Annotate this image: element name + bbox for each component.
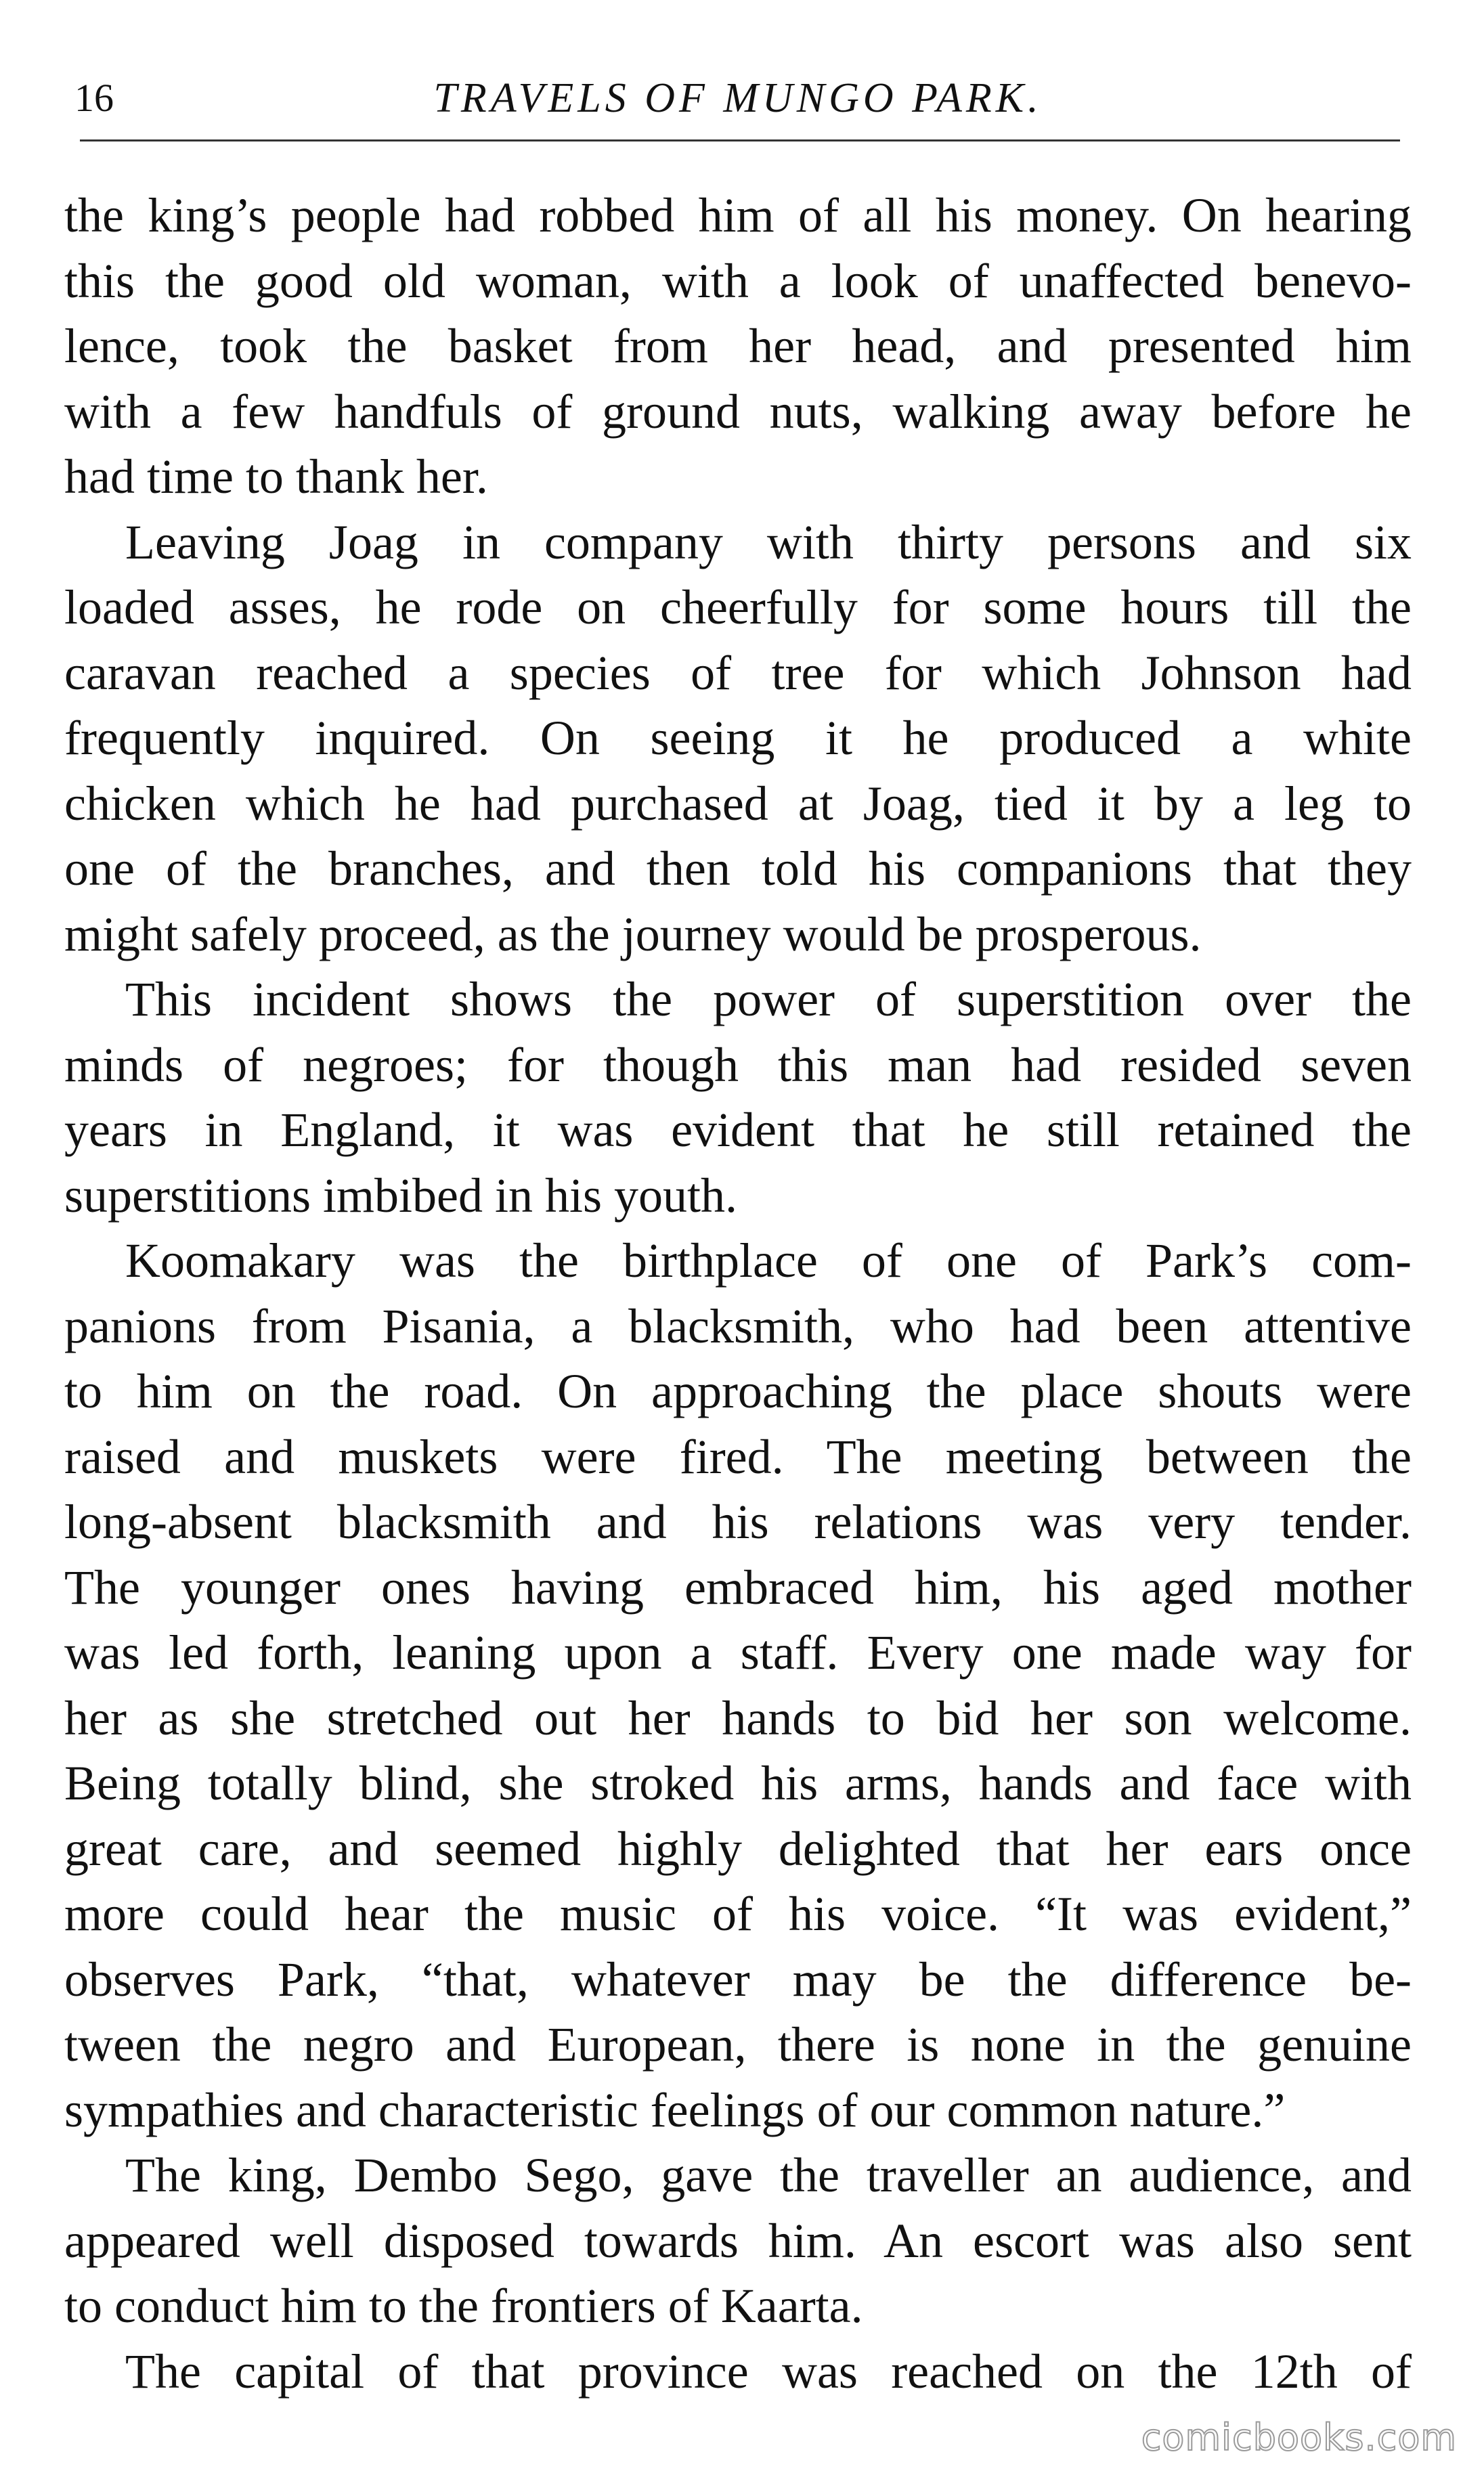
- paragraph: [64, 2339, 1412, 2405]
- text-line: panions from Pisania, a blacksmith, who had been attentive: [64, 1298, 1412, 1353]
- text-line: long-absent blacksmith and his relations was very tender.: [64, 1495, 1412, 1549]
- text-line: observes Park, “that, whatever may be the difference be-: [64, 1952, 1412, 2007]
- text-line: Koomakary was the birthplace of one of Park’s com-: [125, 1233, 1412, 1288]
- page-number: 16: [74, 76, 114, 120]
- text-line: The capital of that province was reached on the 12th of: [125, 2344, 1412, 2399]
- text-line: her as she stretched out her hands to bid her son welcome.: [64, 1690, 1412, 1745]
- text-line: years in England, it was evident that he still retained the: [64, 1103, 1412, 1157]
- text-line: lence, took the basket from her head, and presented him: [64, 319, 1412, 373]
- text-line: was led forth, leaning upon a staff. Every one made way for: [64, 1625, 1412, 1680]
- paragraph: [64, 967, 1412, 1228]
- text-line: more could hear the music of his voice. “It was evident,”: [64, 1887, 1412, 1941]
- text-line: this the good old woman, with a look of unaffected benevo-: [64, 253, 1412, 308]
- text-line: chicken which he had purchased at Joag, tied it by a leg to: [64, 776, 1412, 831]
- text-line: great care, and seemed highly delighted that her ears once: [64, 1821, 1412, 1876]
- text-line: one of the branches, and then told his companions that they: [64, 841, 1412, 896]
- text-line: to conduct him to the frontiers of Kaarta.: [64, 2279, 863, 2333]
- running-title: TRAVELS OF MUNGO PARK.: [433, 75, 1043, 121]
- text-line: minds of negroes; for though this man had resided seven: [64, 1037, 1412, 1092]
- text-line: Being totally blind, she stroked his arms, hands and face with: [64, 1756, 1412, 1810]
- watermark: comicbooks.com: [1141, 2416, 1457, 2459]
- text-line: to him on the road. On approaching the place shouts were: [64, 1364, 1412, 1418]
- paragraph: [64, 510, 1412, 967]
- text-line: The younger ones having embraced him, his aged mother: [64, 1560, 1412, 1615]
- header-rule: [80, 139, 1400, 141]
- text-line: appeared well disposed towards him. An escort was also sent: [64, 2213, 1412, 2268]
- paragraph: [64, 2143, 1412, 2339]
- paragraph: [64, 1228, 1412, 2143]
- text-line: frequently inquired. On seeing it he produced a white: [64, 711, 1412, 765]
- text-line: This incident shows the power of superstition over the: [125, 972, 1412, 1026]
- text-line: raised and muskets were fired. The meeting between the: [64, 1429, 1412, 1484]
- text-line: sympathies and characteristic feelings of our common nature.”: [64, 2082, 1286, 2137]
- text-line: loaded asses, he rode on cheerfully for some hours till the: [64, 580, 1412, 634]
- text-line: tween the negro and European, there is none in the genuine: [64, 2017, 1412, 2072]
- text-line: with a few handfuls of ground nuts, walking away before he: [64, 384, 1412, 439]
- text-line: caravan reached a species of tree for which Johnson had: [64, 645, 1412, 700]
- text-line: the king’s people had robbed him of all his money. On hearing: [64, 188, 1412, 242]
- paragraph: [64, 183, 1412, 510]
- text-line: Leaving Joag in company with thirty persons and six: [125, 515, 1412, 569]
- body-text: [64, 183, 1412, 2404]
- text-line: had time to thank her.: [64, 450, 488, 504]
- running-head: [74, 61, 1401, 135]
- text-line: superstitions imbibed in his youth.: [64, 1168, 738, 1223]
- text-line: The king, Dembo Sego, gave the traveller an audience, and: [125, 2148, 1412, 2202]
- text-line: might safely proceed, as the journey would be prosperous.: [64, 906, 1202, 961]
